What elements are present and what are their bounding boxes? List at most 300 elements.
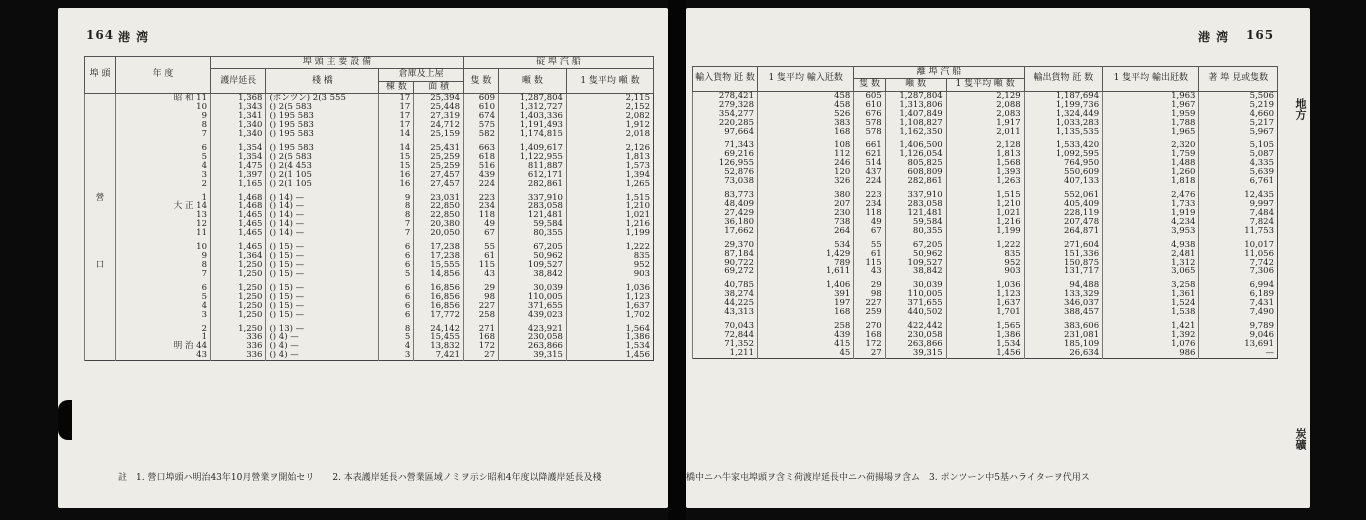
table-row xyxy=(85,139,654,153)
depart-avg-cell: 1,456 xyxy=(946,349,1024,358)
avg-cell: 1,123 xyxy=(566,293,653,302)
export-avg-cell: 1,538 xyxy=(1103,308,1199,317)
wh-area-cell: 16,856 xyxy=(414,279,464,293)
table-row xyxy=(693,349,1278,358)
depart-tons-cell: 805,825 xyxy=(885,159,946,168)
depart-ships-cell: 61 xyxy=(854,250,885,259)
quay-cell: 1,340 xyxy=(211,121,266,130)
wh-area-cell: 25,259 xyxy=(414,153,464,162)
export-avg-cell: 2,476 xyxy=(1103,186,1199,200)
wh-area-cell: 23,031 xyxy=(414,189,464,203)
import-avg-cell: 458 xyxy=(758,91,854,100)
year-cell: 6 xyxy=(116,279,211,293)
tons-cell: 30,039 xyxy=(498,279,566,293)
avg-cell: 1,456 xyxy=(566,351,653,360)
import-cell: 38,274 xyxy=(693,290,758,299)
export-cell: 388,457 xyxy=(1024,308,1102,317)
depart-ships-cell: 168 xyxy=(854,331,885,340)
year-cell: 4 xyxy=(116,162,211,171)
table-row xyxy=(85,130,654,139)
avg-cell: 1,210 xyxy=(566,202,653,211)
import-avg-cell: 1,429 xyxy=(758,250,854,259)
th-import-avg: 1 隻平均 輸入瓩数 xyxy=(758,67,854,92)
depart-avg-cell: 1,199 xyxy=(946,227,1024,236)
import-cell: 97,664 xyxy=(693,128,758,137)
wh-area-cell: 25,431 xyxy=(414,139,464,153)
avg-cell: 1,813 xyxy=(566,153,653,162)
th-depart-tons: 噸 数 xyxy=(885,79,946,91)
th-avg: 1 隻平均 噸 数 xyxy=(566,69,653,94)
wh-area-cell: 16,856 xyxy=(414,302,464,311)
berth-cell: 5,639 xyxy=(1199,168,1278,177)
quay-cell: 1,364 xyxy=(211,252,266,261)
wh-area-cell: 25,159 xyxy=(414,130,464,139)
import-cell: 27,429 xyxy=(693,209,758,218)
depart-avg-cell: 1,222 xyxy=(946,236,1024,250)
berth-cell: 11,753 xyxy=(1199,227,1278,236)
import-avg-cell: 458 xyxy=(758,101,854,110)
depart-ships-cell: 49 xyxy=(854,218,885,227)
import-avg-cell: 789 xyxy=(758,259,854,268)
ships-cell: 55 xyxy=(463,238,498,252)
pier-cell: () 13) — xyxy=(266,320,379,334)
depart-tons-cell: 283,058 xyxy=(885,200,946,209)
avg-cell: 1,702 xyxy=(566,311,653,320)
quay-cell: 1,343 xyxy=(211,103,266,112)
table-row xyxy=(85,112,654,121)
port-cell xyxy=(85,270,116,279)
depart-tons-cell: 440,502 xyxy=(885,308,946,317)
table-row xyxy=(85,302,654,311)
berth-cell: 7,431 xyxy=(1199,299,1278,308)
port-cell xyxy=(85,162,116,171)
depart-ships-cell: 223 xyxy=(854,186,885,200)
year-cell: 10 xyxy=(116,238,211,252)
avg-cell: 1,036 xyxy=(566,279,653,293)
tons-cell: 230,058 xyxy=(498,333,566,342)
year-cell: 8 xyxy=(116,121,211,130)
import-avg-cell: 380 xyxy=(758,186,854,200)
pier-cell: () 15) — xyxy=(266,238,379,252)
pier-cell: () 15) — xyxy=(266,279,379,293)
berth-cell: 7,742 xyxy=(1199,259,1278,268)
depart-avg-cell: 1,565 xyxy=(946,317,1024,331)
export-cell: 383,606 xyxy=(1024,317,1102,331)
depart-tons-cell: 1,313,806 xyxy=(885,101,946,110)
quay-cell: 1,465 xyxy=(211,229,266,238)
binding-notch xyxy=(58,400,72,440)
quay-cell: 1,354 xyxy=(211,153,266,162)
depart-avg-cell: 2,088 xyxy=(946,101,1024,110)
tons-cell: 109,527 xyxy=(498,261,566,270)
left-table-body xyxy=(85,94,654,361)
left-page-title: 港 湾 xyxy=(118,30,150,44)
depart-ships-cell: 514 xyxy=(854,159,885,168)
import-cell: 70,043 xyxy=(693,317,758,331)
tons-cell: 1,312,727 xyxy=(498,103,566,112)
depart-tons-cell: 230,058 xyxy=(885,331,946,340)
wh-area-cell: 17,238 xyxy=(414,238,464,252)
ships-cell: 516 xyxy=(463,162,498,171)
import-avg-cell: 264 xyxy=(758,227,854,236)
port-cell xyxy=(85,333,116,342)
year-cell: 4 xyxy=(116,302,211,311)
export-avg-cell: 2,320 xyxy=(1103,136,1199,150)
port-cell xyxy=(85,202,116,211)
export-cell: 231,081 xyxy=(1024,331,1102,340)
export-avg-cell: 4,234 xyxy=(1103,218,1199,227)
table-row xyxy=(85,320,654,334)
table-row xyxy=(85,202,654,211)
depart-tons-cell: 1,407,849 xyxy=(885,110,946,119)
berth-cell: 9,789 xyxy=(1199,317,1278,331)
berth-cell: 7,490 xyxy=(1199,308,1278,317)
pier-cell: () 4) — xyxy=(266,342,379,351)
th-port: 埠 頭 xyxy=(85,57,116,94)
th-quay: 護岸延長 xyxy=(211,69,266,94)
berth-cell: 5,967 xyxy=(1199,128,1278,137)
table-row xyxy=(85,162,654,171)
year-cell: 3 xyxy=(116,171,211,180)
export-avg-cell: 1,965 xyxy=(1103,128,1199,137)
depart-ships-cell: 67 xyxy=(854,227,885,236)
avg-cell: 835 xyxy=(566,252,653,261)
import-cell: 71,343 xyxy=(693,136,758,150)
export-avg-cell: 1,959 xyxy=(1103,110,1199,119)
import-avg-cell: 391 xyxy=(758,290,854,299)
th-group-ships: 碇 埠 汽 船 xyxy=(463,57,653,69)
quay-cell: 1,250 xyxy=(211,311,266,320)
wh-area-cell: 22,850 xyxy=(414,211,464,220)
export-cell: 550,609 xyxy=(1024,168,1102,177)
year-cell: 2 xyxy=(116,180,211,189)
avg-cell: 1,222 xyxy=(566,238,653,252)
depart-avg-cell: 1,393 xyxy=(946,168,1024,177)
tons-cell: 1,191,493 xyxy=(498,121,566,130)
table-row xyxy=(693,136,1278,150)
tons-cell: 39,315 xyxy=(498,351,566,360)
depart-tons-cell: 39,315 xyxy=(885,349,946,358)
depart-tons-cell: 608,809 xyxy=(885,168,946,177)
depart-ships-cell: 172 xyxy=(854,340,885,349)
wh-count-cell: 5 xyxy=(379,333,414,342)
table-row xyxy=(693,276,1278,290)
wh-count-cell: 8 xyxy=(379,202,414,211)
wh-area-cell: 7,421 xyxy=(414,351,464,360)
ships-cell: 258 xyxy=(463,311,498,320)
depart-tons-cell: 50,962 xyxy=(885,250,946,259)
depart-ships-cell: 605 xyxy=(854,91,885,100)
right-page-number: 165 xyxy=(1246,28,1275,42)
berth-cell: 7,306 xyxy=(1199,267,1278,276)
avg-cell: 1,386 xyxy=(566,333,653,342)
port-cell xyxy=(85,94,116,103)
import-avg-cell: 112 xyxy=(758,150,854,159)
wh-count-cell: 6 xyxy=(379,302,414,311)
year-cell: 43 xyxy=(116,351,211,360)
depart-avg-cell: 1,917 xyxy=(946,119,1024,128)
berth-cell: 12,435 xyxy=(1199,186,1278,200)
tons-cell: 283,058 xyxy=(498,202,566,211)
export-cell: 26,634 xyxy=(1024,349,1102,358)
pier-cell: () 15) — xyxy=(266,302,379,311)
ships-cell: 172 xyxy=(463,342,498,351)
import-avg-cell: 207 xyxy=(758,200,854,209)
avg-cell: 1,515 xyxy=(566,189,653,203)
port-cell: 營 xyxy=(85,189,116,203)
berth-cell: 10,017 xyxy=(1199,236,1278,250)
port-cell xyxy=(85,351,116,360)
wh-count-cell: 9 xyxy=(379,189,414,203)
depart-tons-cell: 371,655 xyxy=(885,299,946,308)
depart-avg-cell: 2,128 xyxy=(946,136,1024,150)
quay-cell: 1,475 xyxy=(211,162,266,171)
avg-cell: 2,152 xyxy=(566,103,653,112)
depart-ships-cell: 43 xyxy=(854,267,885,276)
table-row xyxy=(85,279,654,293)
pier-cell: () 15) — xyxy=(266,252,379,261)
wh-area-cell: 25,394 xyxy=(414,94,464,103)
depart-tons-cell: 1,126,054 xyxy=(885,150,946,159)
ships-cell: 674 xyxy=(463,112,498,121)
wh-area-cell: 27,457 xyxy=(414,180,464,189)
th-group-warehouse: 倉庫及上屋 xyxy=(379,69,464,81)
ships-cell: 27 xyxy=(463,351,498,360)
export-cell: 552,061 xyxy=(1024,186,1102,200)
berth-cell: 7,824 xyxy=(1199,218,1278,227)
export-avg-cell: 1,963 xyxy=(1103,91,1199,100)
quay-cell: 1,250 xyxy=(211,293,266,302)
import-avg-cell: 415 xyxy=(758,340,854,349)
export-avg-cell: 1,076 xyxy=(1103,340,1199,349)
tons-cell: 50,962 xyxy=(498,252,566,261)
left-page xyxy=(58,8,668,508)
depart-ships-cell: 621 xyxy=(854,150,885,159)
table-row xyxy=(693,317,1278,331)
table-row xyxy=(85,180,654,189)
import-cell: 126,955 xyxy=(693,159,758,168)
export-cell: 185,109 xyxy=(1024,340,1102,349)
berth-cell: — xyxy=(1199,349,1278,358)
pier-cell: () 15) — xyxy=(266,293,379,302)
import-cell: 69,216 xyxy=(693,150,758,159)
avg-cell: 1,637 xyxy=(566,302,653,311)
berth-cell: 9,997 xyxy=(1199,200,1278,209)
wh-count-cell: 17 xyxy=(379,121,414,130)
import-avg-cell: 738 xyxy=(758,218,854,227)
wh-area-cell: 20,380 xyxy=(414,220,464,229)
port-cell xyxy=(85,139,116,153)
depart-ships-cell: 27 xyxy=(854,349,885,358)
ships-cell: 223 xyxy=(463,189,498,203)
quay-cell: 1,465 xyxy=(211,238,266,252)
wh-count-cell: 7 xyxy=(379,220,414,229)
export-cell: 1,135,535 xyxy=(1024,128,1102,137)
th-pier: 棧 橋 xyxy=(266,69,379,94)
ships-cell: 43 xyxy=(463,270,498,279)
avg-cell: 1,573 xyxy=(566,162,653,171)
wh-area-cell: 27,457 xyxy=(414,171,464,180)
import-avg-cell: 120 xyxy=(758,168,854,177)
table-row xyxy=(85,211,654,220)
year-cell: 明 治 44 xyxy=(116,342,211,351)
wh-area-cell: 22,850 xyxy=(414,202,464,211)
table-row xyxy=(85,220,654,229)
year-cell: 5 xyxy=(116,153,211,162)
year-cell: 3 xyxy=(116,311,211,320)
table-row xyxy=(693,267,1278,276)
port-cell xyxy=(85,302,116,311)
pier-cell: () 2(5 583 xyxy=(266,103,379,112)
import-avg-cell: 326 xyxy=(758,177,854,186)
quay-cell: 1,465 xyxy=(211,211,266,220)
year-cell: 1 xyxy=(116,189,211,203)
berth-cell: 6,761 xyxy=(1199,177,1278,186)
import-avg-cell: 1,611 xyxy=(758,267,854,276)
import-avg-cell: 1,406 xyxy=(758,276,854,290)
pier-cell: () 14) — xyxy=(266,202,379,211)
th-export-avg: 1 隻平均 輸出瓩数 xyxy=(1103,67,1199,92)
year-cell: 5 xyxy=(116,293,211,302)
tons-cell: 67,205 xyxy=(498,238,566,252)
depart-tons-cell: 80,355 xyxy=(885,227,946,236)
pier-cell: () 2(1 105 xyxy=(266,171,379,180)
export-avg-cell: 1,421 xyxy=(1103,317,1199,331)
port-cell xyxy=(85,311,116,320)
depart-tons-cell: 337,910 xyxy=(885,186,946,200)
port-cell xyxy=(85,153,116,162)
ships-cell: 610 xyxy=(463,103,498,112)
depart-avg-cell: 835 xyxy=(946,250,1024,259)
export-cell: 1,092,595 xyxy=(1024,150,1102,159)
depart-ships-cell: 270 xyxy=(854,317,885,331)
depart-ships-cell: 55 xyxy=(854,236,885,250)
depart-ships-cell: 115 xyxy=(854,259,885,268)
table-row xyxy=(85,261,654,270)
year-cell: 9 xyxy=(116,112,211,121)
year-cell: 6 xyxy=(116,139,211,153)
table-row xyxy=(693,177,1278,186)
ships-cell: 224 xyxy=(463,180,498,189)
year-cell: 7 xyxy=(116,130,211,139)
table-row xyxy=(85,333,654,342)
table-row xyxy=(85,238,654,252)
ships-cell: 663 xyxy=(463,139,498,153)
right-page xyxy=(686,8,1310,508)
import-cell: 48,409 xyxy=(693,200,758,209)
depart-tons-cell: 263,866 xyxy=(885,340,946,349)
ships-cell: 439 xyxy=(463,171,498,180)
depart-avg-cell: 903 xyxy=(946,267,1024,276)
ships-cell: 49 xyxy=(463,220,498,229)
quay-cell: 1,250 xyxy=(211,261,266,270)
wh-count-cell: 15 xyxy=(379,162,414,171)
import-cell: 17,662 xyxy=(693,227,758,236)
wh-count-cell: 8 xyxy=(379,211,414,220)
ships-cell: 271 xyxy=(463,320,498,334)
wh-count-cell: 16 xyxy=(379,180,414,189)
depart-ships-cell: 29 xyxy=(854,276,885,290)
tons-cell: 337,910 xyxy=(498,189,566,203)
depart-tons-cell: 109,527 xyxy=(885,259,946,268)
export-cell: 346,037 xyxy=(1024,299,1102,308)
export-avg-cell: 1,488 xyxy=(1103,159,1199,168)
ships-cell: 67 xyxy=(463,229,498,238)
table-row xyxy=(693,236,1278,250)
pier-cell: () 2(4 453 xyxy=(266,162,379,171)
depart-ships-cell: 661 xyxy=(854,136,885,150)
tons-cell: 1,174,815 xyxy=(498,130,566,139)
th-export: 輸出貨物 瓩 数 xyxy=(1024,67,1102,92)
table-row xyxy=(85,252,654,261)
export-avg-cell: 3,258 xyxy=(1103,276,1199,290)
wh-count-cell: 6 xyxy=(379,238,414,252)
import-cell: 83,773 xyxy=(693,186,758,200)
year-cell: 2 xyxy=(116,320,211,334)
tons-cell: 1,122,955 xyxy=(498,153,566,162)
ships-cell: 98 xyxy=(463,293,498,302)
port-cell xyxy=(85,238,116,252)
table-row xyxy=(693,186,1278,200)
th-depart-ships: 隻 数 xyxy=(854,79,885,91)
tons-cell: 811,887 xyxy=(498,162,566,171)
export-cell: 405,409 xyxy=(1024,200,1102,209)
wh-area-cell: 24,142 xyxy=(414,320,464,334)
depart-tons-cell: 1,406,500 xyxy=(885,136,946,150)
export-avg-cell: 1,788 xyxy=(1103,119,1199,128)
berth-cell: 5,087 xyxy=(1199,150,1278,159)
avg-cell: 1,199 xyxy=(566,229,653,238)
table-row xyxy=(693,227,1278,236)
tons-cell: 423,921 xyxy=(498,320,566,334)
import-cell: 278,421 xyxy=(693,91,758,100)
wh-count-cell: 17 xyxy=(379,103,414,112)
export-cell: 1,033,283 xyxy=(1024,119,1102,128)
port-cell xyxy=(85,279,116,293)
avg-cell: 1,216 xyxy=(566,220,653,229)
pier-cell: () 2(5 583 xyxy=(266,153,379,162)
wh-count-cell: 16 xyxy=(379,171,414,180)
wh-area-cell: 25,448 xyxy=(414,103,464,112)
import-cell: 1,211 xyxy=(693,349,758,358)
export-avg-cell: 1,733 xyxy=(1103,200,1199,209)
tons-cell: 263,866 xyxy=(498,342,566,351)
wh-area-cell: 16,856 xyxy=(414,293,464,302)
table-row xyxy=(693,128,1278,137)
tons-cell: 1,403,336 xyxy=(498,112,566,121)
tons-cell: 110,005 xyxy=(498,293,566,302)
wh-count-cell: 7 xyxy=(379,229,414,238)
depart-ships-cell: 234 xyxy=(854,200,885,209)
tons-cell: 59,584 xyxy=(498,220,566,229)
export-avg-cell: 3,065 xyxy=(1103,267,1199,276)
import-avg-cell: 230 xyxy=(758,209,854,218)
quay-cell: 1,250 xyxy=(211,302,266,311)
export-cell: 151,336 xyxy=(1024,250,1102,259)
berth-cell: 6,189 xyxy=(1199,290,1278,299)
depart-tons-cell: 1,108,827 xyxy=(885,119,946,128)
export-cell: 131,717 xyxy=(1024,267,1102,276)
pier-cell: () 14) — xyxy=(266,189,379,203)
ships-cell: 115 xyxy=(463,261,498,270)
port-cell xyxy=(85,229,116,238)
import-cell: 220,285 xyxy=(693,119,758,128)
depart-tons-cell: 121,481 xyxy=(885,209,946,218)
right-page-title: 港 湾 xyxy=(1198,30,1230,44)
th-wh-area: 面 積 xyxy=(414,81,464,93)
side-tab-region: 地方 xyxy=(1294,98,1307,120)
book-gutter xyxy=(668,0,686,520)
